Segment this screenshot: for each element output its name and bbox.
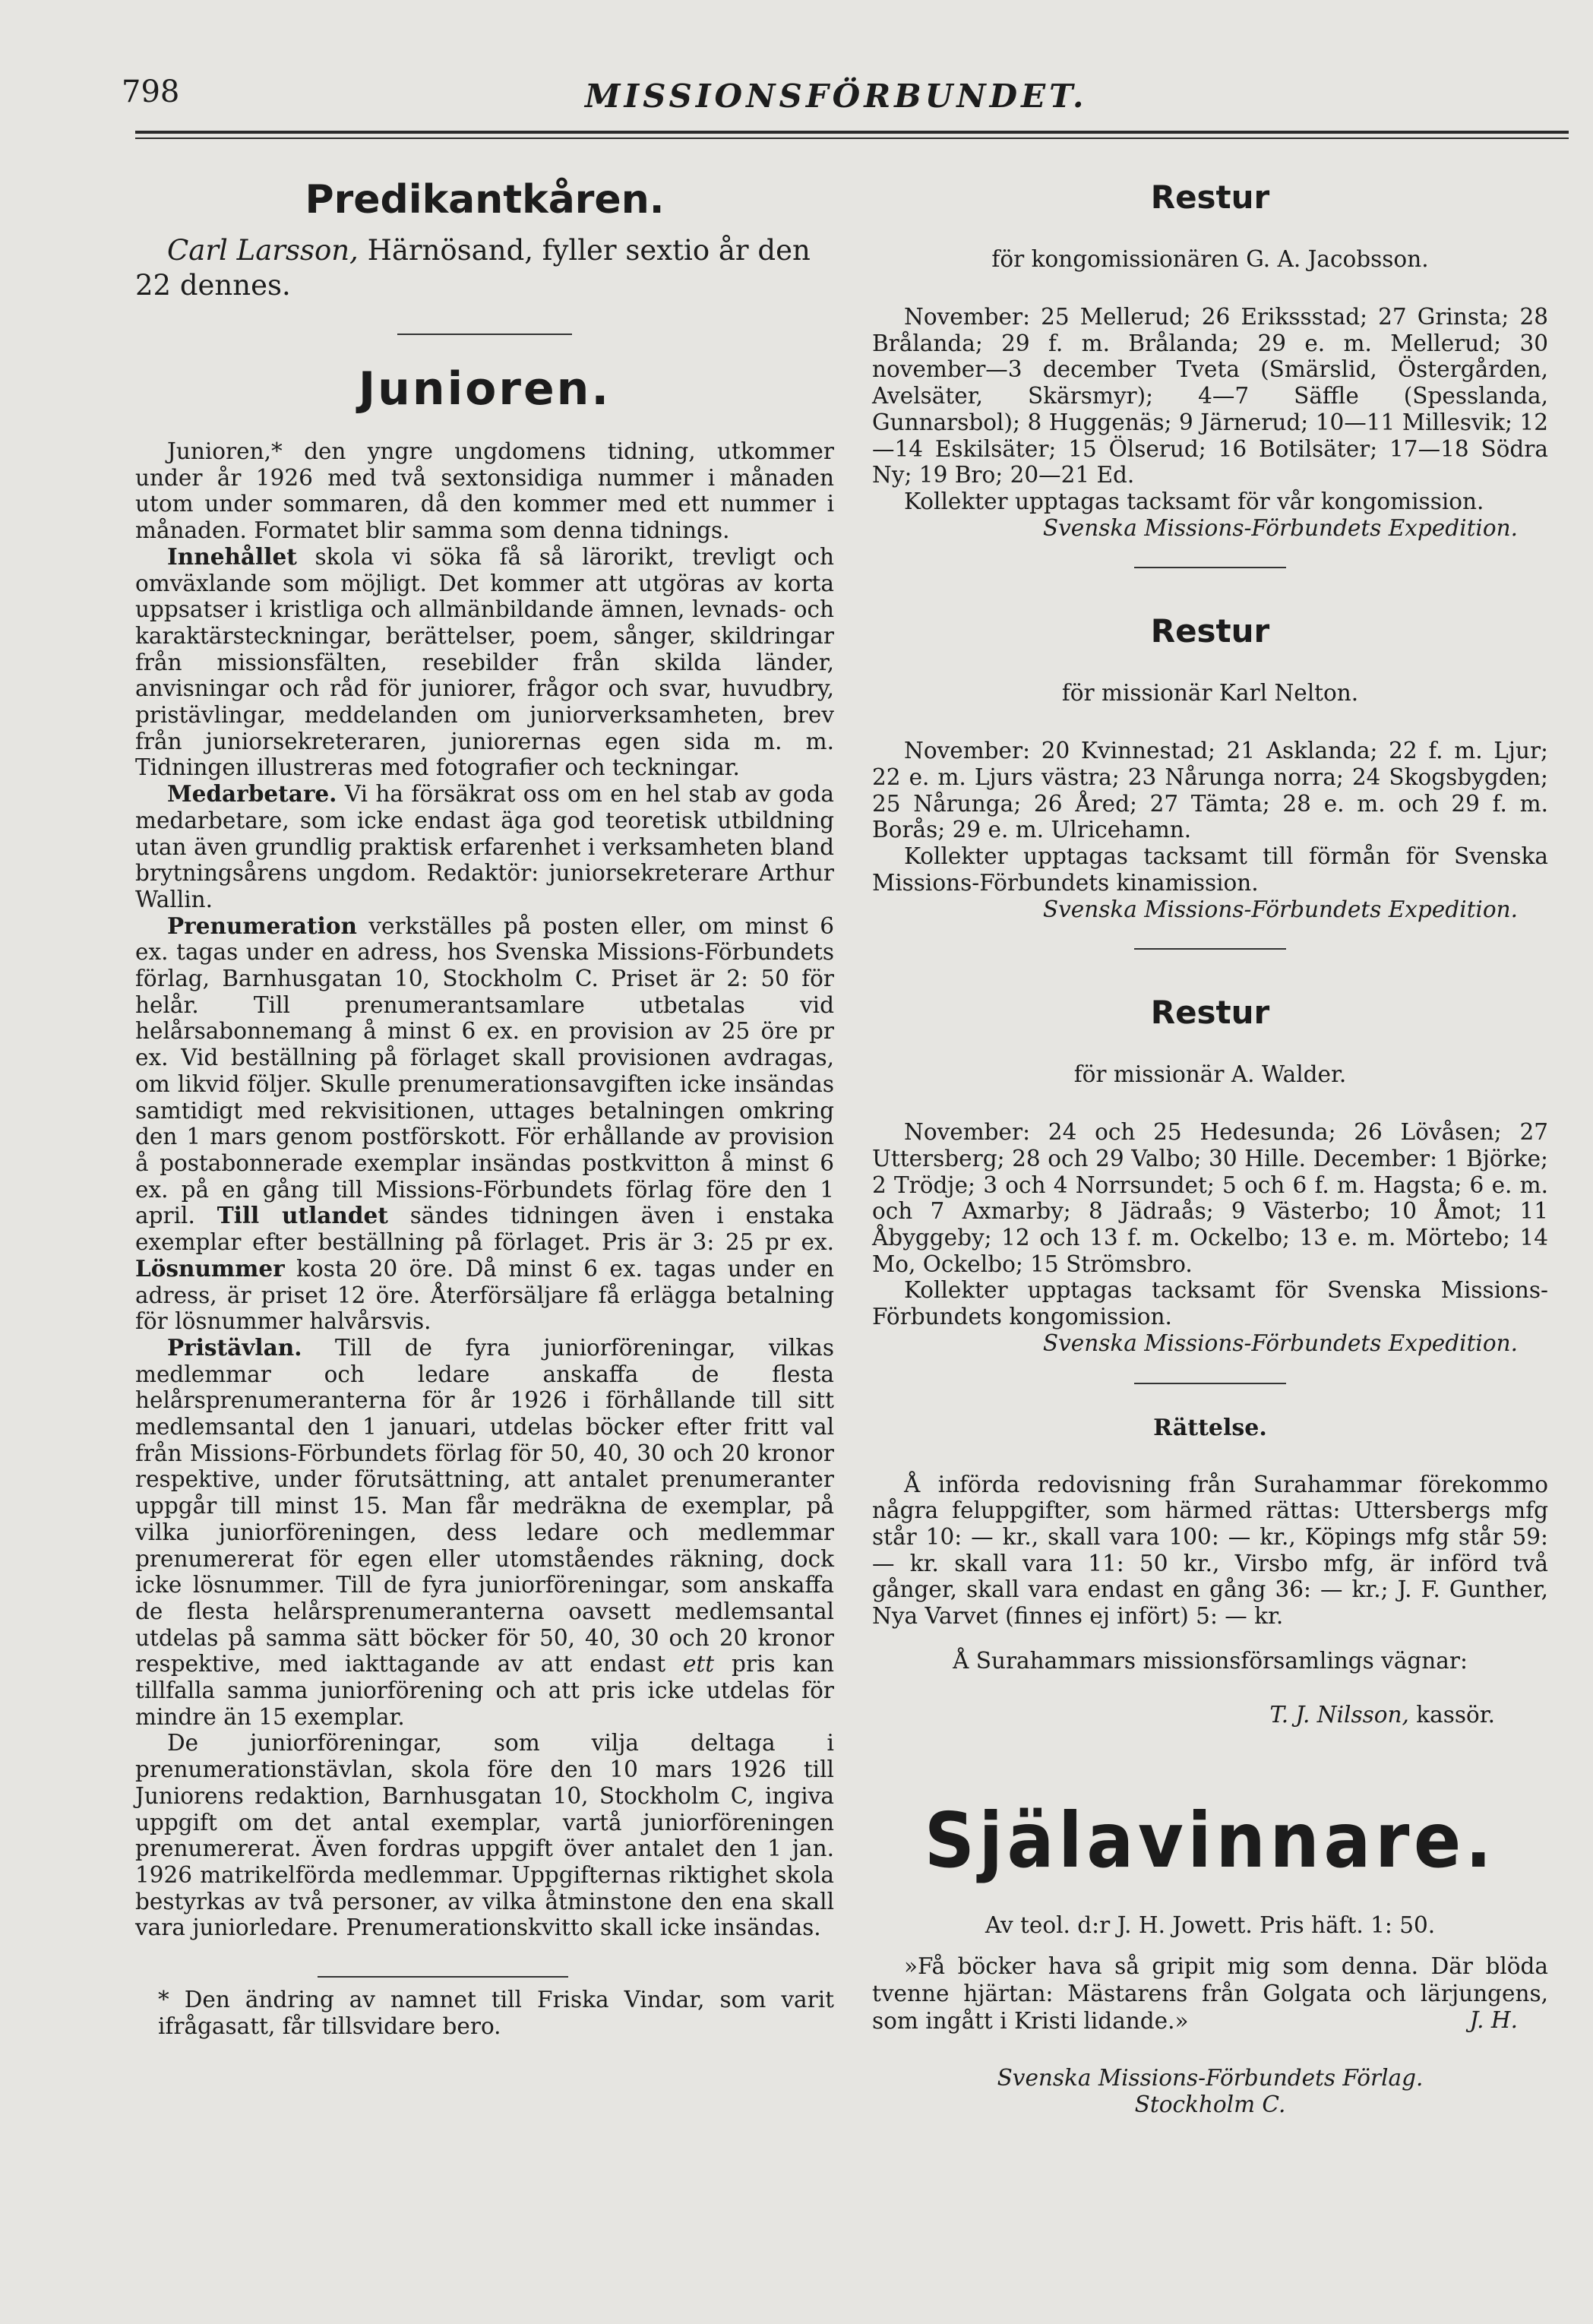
- run-in-label: Innehållet: [167, 542, 297, 570]
- paragraph-text: pris kan tillfalla samma juniorförening och att pris icke utdelas för mindre än 15 exemplar.: [135, 1651, 834, 1730]
- restur-subtitle-2: för missionär Karl Nelton.: [1061, 680, 1359, 707]
- header-rule-thin: [135, 138, 1569, 139]
- junioren-paragraph-medarbetare: [135, 781, 834, 913]
- junioren-paragraph-innehallet: [135, 544, 834, 781]
- junioren-paragraph-pristavlan: [135, 1335, 834, 1731]
- restur-kollekt-1: Kollekter upptagas tacksamt för vår kongomission.: [904, 488, 1484, 514]
- junioren-paragraph-prenumeration: [135, 913, 834, 1335]
- paragraph-text: sändes tidningen även i enstaka exemplar efter beställning på förlaget. Pris är 3: 25 pr ex.: [135, 1203, 834, 1256]
- run-in-label: Till utlandet: [217, 1202, 388, 1229]
- restur-kollekt-3: Kollekter upptagas tacksamt för Svenska Missions-Förbundets kongomission.: [872, 1277, 1548, 1330]
- page-number: 798: [122, 74, 180, 109]
- emphasis: ett: [682, 1651, 715, 1677]
- paragraph-text: kosta 20 öre. Då minst 6 ex. tagas under en adress, är priset 12 öre. Återförsäljare få erlägga betalning för lösnummer halvårsvis.: [135, 1255, 834, 1335]
- paragraph-text: Vi ha försäkrat oss om en hel stab av goda medarbetare, som icke endast äga god teoretisk utbildning utan även grundlig praktisk erfarenhet i verksamheten bland brytningsårens ungdom. Redaktör: juniorsekreterare Arthur Wallin.: [135, 781, 834, 912]
- left-column: [135, 163, 834, 2039]
- restur-signature-2: Svenska Missions-Förbundets Expedition.: [1042, 896, 1518, 922]
- section-divider: [1134, 948, 1286, 950]
- right-column: [872, 163, 1548, 2117]
- advert-quote-initials: J. H.: [1469, 2006, 1518, 2033]
- run-in-label: Prenumeration: [167, 912, 357, 939]
- run-in-label: Lösnummer: [135, 1254, 285, 1282]
- rattelse-heading: Rättelse.: [1153, 1414, 1267, 1441]
- advert-title: Själavinnare.: [924, 1796, 1497, 1886]
- restur-schedule-3: November: 24 och 25 Hedesunda; 26 Lövåsen; 27 Uttersberg; 28 och 29 Valbo; 30 Hille. December: 1 Björke; 2 Trödje; 3 och 4 Norrsundet; 5 och 6 f. m. Hagsta; 6 e. m. och 7 Axmarby; 8 Jädraås; 9 Västerbo; 10 Åmot; 11 Åbyggeby; 12 och 13 f. m. Ockelbo; 13 e. m. Mörtebo; 14 Mo, Ockelbo; 15 Strömsbro.: [872, 1119, 1548, 1277]
- restur-heading-1: Restur: [1150, 179, 1270, 216]
- signer-role: kassör.: [1408, 1701, 1495, 1728]
- restur-subtitle-1: för kongomissionären G. A. Jacobsson.: [991, 246, 1429, 272]
- section-divider: [1134, 567, 1286, 568]
- journal-title: MISSIONSFÖRBUNDET.: [585, 77, 1088, 115]
- signer-name: T. J. Nilsson,: [1269, 1701, 1409, 1728]
- advert-publisher-city: Stockholm C.: [1134, 2091, 1286, 2117]
- header-rule-thick: [135, 131, 1569, 134]
- junioren-heading: Junioren.: [358, 362, 612, 416]
- section-divider: [1134, 1383, 1286, 1384]
- restur-signature-1: Svenska Missions-Förbundets Expedition.: [1042, 514, 1518, 541]
- paragraph-text: skola vi söka få så lärorikt, trevligt och omväxlande som möjligt. Det kommer att utgöras av korta uppsatser i kristliga och allmänbildande ämnen, levnads- och karaktärsteckningar, berättelser, poem, sånger, skildringar från missionsfälten, resebilder från skilda länder, anvisningar och råd för juniorer, frågor och svar, huvudbry, pristävlingar, meddelanden om juniorverksamheten, brev från juniorsekreteraren, juniorernas egen sida m. m. Tidningen illustreras med fotografier och teckningar.: [135, 543, 834, 781]
- restur-kollekt-2: Kollekter upptagas tacksamt till förmån för Svenska Missions-Förbundets kinamission.: [872, 843, 1548, 896]
- advert-quote: »Få böcker hava så gripit mig som denna. Där blöda tvenne hjärtan: Mästarens från Golgata och lärjungens, som ingått i Kristi lidande.»: [872, 1952, 1548, 2034]
- restur-heading-2: Restur: [1150, 612, 1270, 650]
- advert-author-price: Av teol. d:r J. H. Jowett. Pris häft. 1: 50.: [985, 1912, 1436, 1939]
- run-in-label: Pristävlan.: [167, 1333, 302, 1361]
- paragraph-text: verkställes på posten eller, om minst 6 ex. tagas under en adress, hos Svenska Missions-Förbundets förlag, Barnhusgatan 10, Stockholm C. Priset är 2: 50 för helår. Till prenumerantsamlare utbetalas vid helårsabonnemang å minst 6 ex. en provision av 25 öre pr ex. Vid beställning på förlaget skall provisionen avdragas, om likvid följer. Skulle prenumerationsavgiften icke insändas samtidigt med rekvisitionen, uttages betalningen omkring den 1 mars genom postförskott. För erhållande av provision å postabonnerade exemplar insändas postkvitton å minst 6 ex. på en gång till Missions-Förbundets förlag före den 1 april.: [135, 912, 834, 1229]
- restur-schedule-1: November: 25 Mellerud; 26 Erikssstad; 27 Grinsta; 28 Brålanda; 29 f. m. Brålanda; 29 e. m. Mellerud; 30 november—3 december Tveta (Smärslid, Östergården, Avelsäter, Skärsmyr); 4—7 Säffle (Spesslanda, Gunnarsbol); 8 Huggenäs; 9 Järnerud; 10—11 Millesvik; 12—14 Eskilsäter; 15 Ölserud; 16 Botilsäter; 17—18 Södra Ny; 19 Bro; 20—21 Ed.: [872, 304, 1548, 489]
- predikantkaren-notice: [135, 233, 834, 303]
- restur-heading-3: Restur: [1150, 994, 1270, 1032]
- footnote: * Den ändring av namnet till Friska Vindar, som varit ifrågasatt, får tillsvidare bero.: [158, 1987, 834, 2039]
- predikantkaren-heading: Predikantkåren.: [305, 177, 665, 223]
- rattelse-body: Å införda redovisning från Surahammar förekommo några feluppgifter, som härmed rättas: Uttersbergs mfg står 10: — kr., skall vara 100: — kr., Köpings mfg står 59: — kr. skall vara 11: 50 kr., Virsbo mfg, är införd två gånger, skall vara endast en gång 36: — kr.; J. F. Gunther, Nya Varvet (finnes ej infört) 5: — kr.: [872, 1471, 1548, 1630]
- person-name: Carl Larsson,: [167, 234, 359, 267]
- page-header: [114, 70, 1569, 131]
- restur-subtitle-3: för missionär A. Walder.: [1073, 1061, 1347, 1088]
- junioren-paragraph-1: Junioren,* den yngre ungdomens tidning, utkommer under år 1926 med två sextonsidiga nummer i månaden utom under sommaren, då den kommer med ett nummer i månaden. Formatet blir samma som denna tidnings.: [135, 438, 834, 544]
- advert-publisher: Svenska Missions-Förbundets Förlag.: [997, 2064, 1424, 2091]
- paragraph-text: Till de fyra juniorföreningar, vilkas medlemmar och ledare anskaffa de flesta helårsprenumeranterna för år 1926 i förhållande till sitt medlemsantal den 1 januari, utdelas böcker efter fritt val från Missions-Förbundets förlag för 50, 40, 30 och 20 kronor respektive, under förutsättning, att antalet prenumeranter uppgår till minst 15. Man får medräkna de exemplar, på vilka juniorföreningen, dess ledare och medlemmar prenumererat för egen eller utomståendes räkning, dock icke lösnummer. Till de fyra juniorföreningar, som anskaffa de flesta helårsprenumeranterna oavsett medlemsantal utdelas på samma sätt böcker för 50, 40, 30 och 20 kronor respektive, med iakttagande av att endast: [135, 1334, 834, 1677]
- section-divider: [397, 334, 572, 335]
- junioren-paragraph-6: De juniorföreningar, som vilja deltaga i prenumerationstävlan, skola före den 10 mars 1926 till Juniorens redaktion, Barnhusgatan 10, Stockholm C, ingiva uppgift om det antal exemplar, vartå juniorföreningen prenumererat. Även fordras uppgift över antalet den 1 jan. 1926 matrikelförda medlemmar. Uppgifternas riktighet skola bestyrkas av två personer, av vilka åtminstone den ena skall vara juniorledare. Prenumerationskvitto skall icke insändas.: [135, 1730, 834, 1941]
- restur-schedule-2: November: 20 Kvinnestad; 21 Asklanda; 22 f. m. Ljur; 22 e. m. Ljurs västra; 23 Nårunga norra; 24 Skogsbygden; 25 Nårunga; 26 Åred; 27 Tämta; 28 e. m. och 29 f. m. Borås; 29 e. m. Ulricehamn.: [872, 738, 1548, 843]
- rattelse-on-behalf: Å Surahammars missionsförsamlings vägnar:: [953, 1647, 1468, 1674]
- rattelse-signature: [872, 1702, 1548, 1728]
- footnote-rule: [318, 1976, 568, 1978]
- run-in-label: Medarbetare.: [167, 780, 337, 808]
- restur-signature-3: Svenska Missions-Förbundets Expedition.: [1042, 1330, 1518, 1356]
- notice-text: Härnösand, fyller sextio år den 22 dennes.: [135, 234, 811, 302]
